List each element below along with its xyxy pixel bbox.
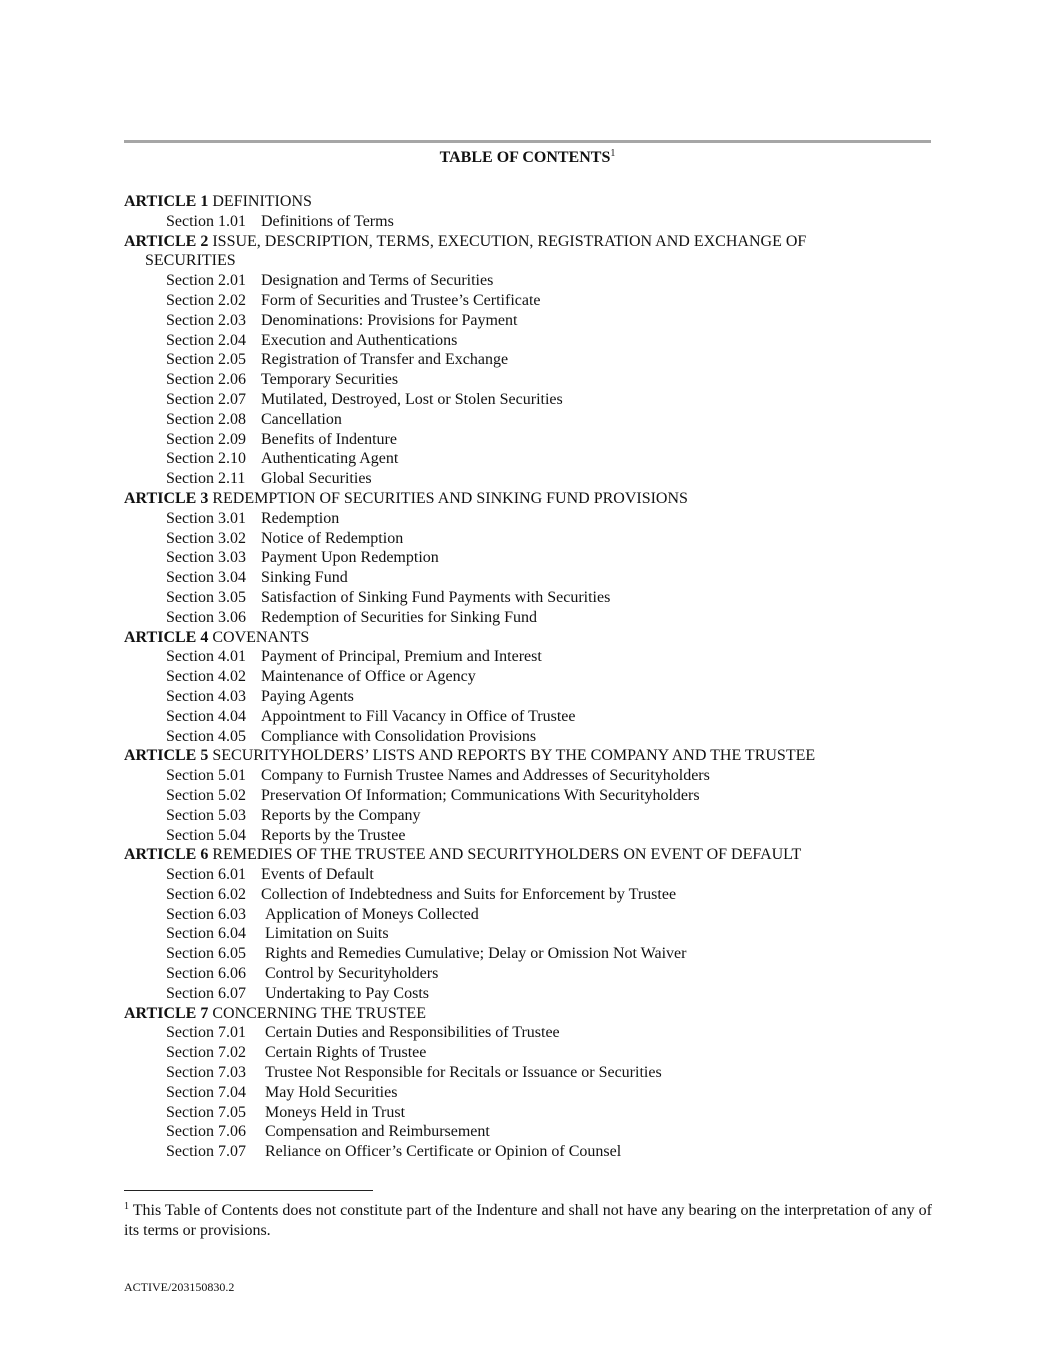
toc-section-title: Redemption of Securities for Sinking Fund (261, 608, 537, 626)
toc-section-entry[interactable] (124, 449, 931, 469)
toc-section-number: Section 6.04 (166, 925, 246, 943)
toc-article-title: CONCERNING THE TRUSTEE (212, 1004, 426, 1022)
toc-section-title: Events of Default (261, 866, 374, 884)
toc-article-title: COVENANTS (212, 628, 310, 646)
toc-section-number: Section 2.06 (166, 371, 246, 389)
toc-section-entry[interactable] (124, 885, 931, 905)
toc-article-entry[interactable] (124, 192, 931, 212)
toc-section-entry[interactable] (124, 588, 931, 608)
page-title (124, 148, 931, 168)
toc-section-title: Maintenance of Office or Agency (261, 668, 476, 686)
toc-section-entry[interactable] (124, 1083, 931, 1103)
toc-article-title: SECURITYHOLDERS’ LISTS AND REPORTS BY THE COMPANY AND THE TRUSTEE (212, 747, 816, 765)
toc-section-title: Execution and Authentications (261, 331, 458, 349)
toc-section-number: Section 7.03 (166, 1064, 246, 1082)
toc-section-number: Section 5.03 (166, 806, 246, 824)
toc-section-number: Section 2.01 (166, 272, 246, 290)
toc-section-number: Section 6.06 (166, 965, 246, 983)
toc-section-entry[interactable] (124, 647, 931, 667)
toc-section-number: Section 4.05 (166, 727, 246, 745)
page-title-text: TABLE OF CONTENTS (439, 149, 611, 166)
toc-article-label: ARTICLE 2 (124, 232, 209, 250)
toc-section-entry[interactable] (124, 865, 931, 885)
toc-section-title: Authenticating Agent (261, 450, 399, 468)
toc-section-entry[interactable] (124, 410, 931, 430)
toc-article-entry[interactable] (124, 628, 931, 648)
toc-article-title: REMEDIES OF THE TRUSTEE AND SECURITYHOLDERS ON EVENT OF DEFAULT (212, 846, 802, 864)
toc-article-label: ARTICLE 3 (124, 489, 209, 507)
toc-article-entry[interactable] (124, 489, 931, 509)
toc-section-entry[interactable] (124, 608, 931, 628)
toc-article-label: ARTICLE 7 (124, 1004, 209, 1022)
toc-section-number: Section 6.07 (166, 984, 246, 1002)
toc-section-entry[interactable] (124, 1063, 931, 1083)
toc-section-entry[interactable] (124, 1103, 931, 1123)
toc-section-number: Section 2.02 (166, 291, 246, 309)
toc-section-title: May Hold Securities (265, 1083, 398, 1101)
toc-section-number: Section 7.01 (166, 1024, 246, 1042)
toc-section-title: Appointment to Fill Vacancy in Office of Trustee (261, 707, 576, 725)
toc-section-entry[interactable] (124, 271, 931, 291)
toc-section-number: Section 2.09 (166, 430, 246, 448)
toc-section-number: Section 5.01 (166, 767, 246, 785)
toc-article-entry[interactable] (124, 1004, 931, 1024)
toc-section-title: Designation and Terms of Securities (261, 272, 494, 290)
toc-section-title: Undertaking to Pay Costs (265, 984, 429, 1002)
footnote (124, 1201, 936, 1241)
toc-section-entry[interactable] (124, 548, 931, 568)
table-of-contents (124, 192, 931, 1162)
toc-section-title: Company to Furnish Trustee Names and Addresses of Securityholders (261, 767, 710, 785)
toc-section-number: Section 2.05 (166, 351, 246, 369)
toc-section-title: Application of Moneys Collected (265, 905, 479, 923)
toc-section-title: Sinking Fund (261, 569, 348, 587)
toc-section-entry[interactable] (124, 727, 931, 747)
toc-section-number: Section 2.11 (166, 470, 246, 488)
toc-section-number: Section 6.02 (166, 885, 246, 903)
toc-section-title: Registration of Transfer and Exchange (261, 351, 509, 369)
toc-section-number: Section 7.04 (166, 1083, 246, 1101)
toc-section-entry[interactable] (124, 568, 931, 588)
toc-section-number: Section 7.05 (166, 1103, 246, 1121)
toc-section-number: Section 6.05 (166, 945, 246, 963)
toc-section-number: Section 5.02 (166, 786, 246, 804)
toc-section-title: Certain Duties and Responsibilities of Trustee (265, 1024, 560, 1042)
toc-section-number: Section 7.06 (166, 1123, 246, 1141)
toc-section-number: Section 6.01 (166, 866, 246, 884)
toc-section-number: Section 7.07 (166, 1143, 246, 1161)
toc-section-title: Reports by the Company (261, 806, 421, 824)
toc-section-title: Trustee Not Responsible for Recitals or Issuance or Securities (265, 1064, 662, 1082)
toc-section-title: Paying Agents (261, 687, 354, 705)
toc-article-entry[interactable] (124, 232, 931, 252)
toc-section-title: Mutilated, Destroyed, Lost or Stolen Securities (261, 390, 563, 408)
footnote-rule (124, 1190, 373, 1191)
toc-article-title-continued: SECURITIES (145, 252, 236, 270)
toc-section-title: Compliance with Consolidation Provisions (261, 727, 537, 745)
toc-section-number: Section 3.01 (166, 509, 246, 527)
toc-section-entry[interactable] (124, 469, 931, 489)
toc-section-title: Limitation on Suits (265, 925, 389, 943)
toc-section-title: Denominations: Provisions for Payment (261, 311, 518, 329)
toc-section-number: Section 2.04 (166, 331, 246, 349)
toc-section-entry[interactable] (124, 944, 931, 964)
toc-section-entry[interactable] (124, 924, 931, 944)
toc-section-entry[interactable] (124, 370, 931, 390)
toc-section-number: Section 4.04 (166, 707, 246, 725)
toc-article-label: ARTICLE 4 (124, 628, 209, 646)
toc-section-number: Section 2.10 (166, 450, 246, 468)
toc-section-entry[interactable] (124, 311, 931, 331)
toc-section-title: Reports by the Trustee (261, 826, 406, 844)
toc-section-title: Preservation Of Information; Communications With Securityholders (261, 786, 700, 804)
toc-section-entry[interactable] (124, 766, 931, 786)
toc-section-number: Section 4.03 (166, 687, 246, 705)
header-rule (124, 140, 931, 143)
toc-article-entry[interactable] (124, 746, 931, 766)
toc-section-title: Payment Upon Redemption (261, 549, 439, 567)
toc-section-number: Section 3.06 (166, 608, 246, 626)
footnote-marker: 1 (124, 1201, 129, 1212)
toc-section-number: Section 4.01 (166, 648, 246, 666)
toc-section-entry[interactable] (124, 529, 931, 549)
toc-section-entry[interactable] (124, 291, 931, 311)
toc-section-number: Section 2.07 (166, 390, 246, 408)
document-id: ACTIVE/203150830.2 (124, 1280, 235, 1294)
toc-section-title: Notice of Redemption (261, 529, 404, 547)
toc-section-title: Rights and Remedies Cumulative; Delay or Omission Not Waiver (265, 945, 687, 963)
toc-article-title: DEFINITIONS (212, 193, 312, 210)
toc-section-entry[interactable] (124, 707, 931, 727)
toc-article-title: ISSUE, DESCRIPTION, TERMS, EXECUTION, REGISTRATION AND EXCHANGE OF (212, 232, 807, 250)
toc-section-title: Temporary Securities (261, 371, 399, 389)
toc-article-title: REDEMPTION OF SECURITIES AND SINKING FUND PROVISIONS (212, 489, 688, 507)
toc-section-entry[interactable] (124, 350, 931, 370)
toc-section-entry[interactable] (124, 786, 931, 806)
toc-section-entry[interactable] (124, 667, 931, 687)
toc-section-entry[interactable] (124, 1043, 931, 1063)
toc-section-number: Section 1.01 (166, 212, 246, 230)
toc-section-title: Payment of Principal, Premium and Interest (261, 648, 542, 666)
toc-article-entry[interactable] (124, 845, 931, 865)
toc-section-title: Global Securities (261, 470, 372, 488)
toc-article-label: ARTICLE 5 (124, 747, 209, 765)
toc-section-number: Section 3.05 (166, 588, 246, 606)
toc-section-number: Section 3.02 (166, 529, 246, 547)
toc-section-title: Reliance on Officer’s Certificate or Opinion of Counsel (265, 1143, 622, 1161)
toc-section-number: Section 2.08 (166, 410, 246, 428)
footnote-text: This Table of Contents does not constitute part of the Indenture and shall not have any bearing on the interpretation of any of its terms or provisions. (124, 1202, 932, 1239)
toc-section-title: Compensation and Reimbursement (265, 1123, 490, 1141)
toc-section-entry[interactable] (124, 1023, 931, 1043)
toc-section-title: Control by Securityholders (265, 965, 439, 983)
toc-section-title: Collection of Indebtedness and Suits for Enforcement by Trustee (261, 885, 677, 903)
toc-section-title: Form of Securities and Trustee’s Certificate (261, 291, 541, 309)
toc-section-entry[interactable] (124, 212, 931, 232)
toc-section-entry[interactable] (124, 964, 931, 984)
toc-section-entry[interactable] (124, 826, 931, 846)
toc-article-label: ARTICLE 6 (124, 846, 209, 864)
toc-section-title: Certain Rights of Trustee (265, 1044, 427, 1062)
toc-section-entry[interactable] (124, 331, 931, 351)
toc-section-entry[interactable] (124, 984, 931, 1004)
toc-section-entry[interactable] (124, 1122, 931, 1142)
toc-section-title: Definitions of Terms (261, 212, 394, 230)
toc-section-entry[interactable] (124, 1142, 931, 1162)
toc-section-number: Section 4.02 (166, 668, 246, 686)
toc-section-number: Section 2.03 (166, 311, 246, 329)
toc-section-number: Section 6.03 (166, 905, 246, 923)
toc-section-number: Section 3.03 (166, 549, 246, 567)
toc-section-entry[interactable] (124, 806, 931, 826)
toc-section-entry[interactable] (124, 430, 931, 450)
toc-section-number: Section 3.04 (166, 569, 246, 587)
title-footnote-marker: 1 (610, 148, 616, 159)
toc-section-entry[interactable] (124, 687, 931, 707)
toc-article-label: ARTICLE 1 (124, 193, 209, 210)
toc-section-title: Moneys Held in Trust (265, 1103, 406, 1121)
toc-section-number: Section 7.02 (166, 1044, 246, 1062)
toc-section-number: Section 5.04 (166, 826, 246, 844)
toc-section-entry[interactable] (124, 509, 931, 529)
toc-section-title: Satisfaction of Sinking Fund Payments with Securities (261, 588, 611, 606)
toc-section-title: Cancellation (261, 410, 342, 428)
toc-section-entry[interactable] (124, 905, 931, 925)
toc-section-entry[interactable] (124, 390, 931, 410)
toc-section-title: Redemption (261, 509, 340, 527)
toc-section-title: Benefits of Indenture (261, 430, 397, 448)
